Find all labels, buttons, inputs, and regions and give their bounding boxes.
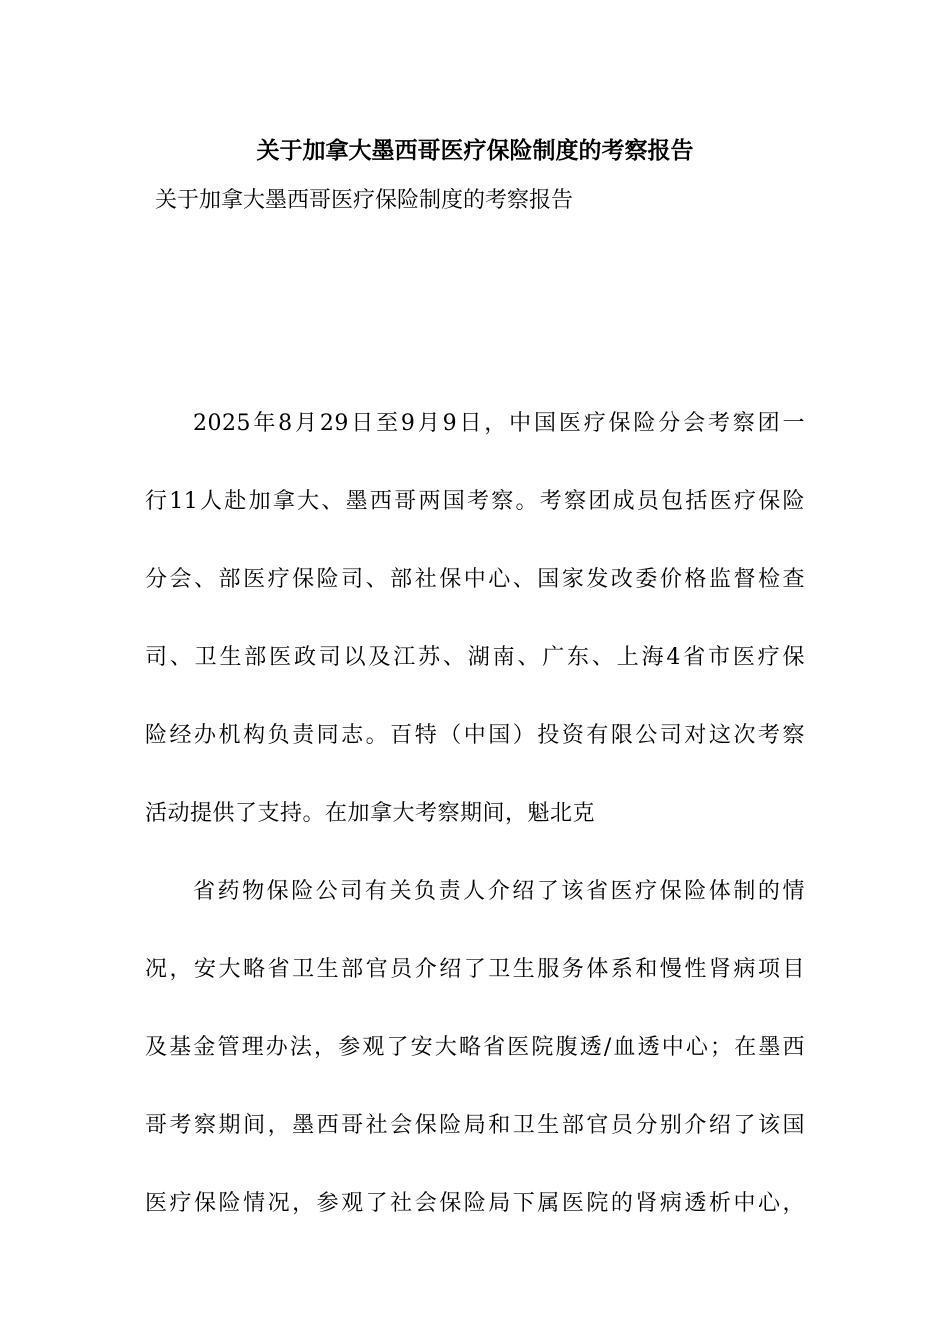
document-title: 关于加拿大墨西哥医疗保险制度的考察报告: [256, 138, 694, 164]
paragraph-1-line-2: 行11人赴加拿大、墨西哥两国考察。考察团成员包括医疗保险: [145, 489, 805, 514]
paragraph-1-line-4: 司、卫生部医政司以及江苏、湖南、广东、上海4省市医疗保: [145, 645, 805, 670]
paragraph-2-line-4: 哥考察期间，墨西哥社会保险局和卫生部官员分别介绍了该国: [145, 1113, 805, 1138]
paragraph-1-line-6: 活动提供了支持。在加拿大考察期间，魁北克: [145, 801, 596, 826]
paragraph-1-line-5: 险经办机构负责同志。百特（中国）投资有限公司对这次考察: [145, 723, 805, 748]
paragraph-2-line-1: 省药物保险公司有关负责人介绍了该省医疗保险体制的情: [193, 879, 805, 904]
paragraph-2-line-3: 及基金管理办法，参观了安大略省医院腹透/血透中心；在墨西: [145, 1035, 805, 1060]
paragraph-2-line-5: 医疗保险情况，参观了社会保险局下属医院的肾病透析中心，: [145, 1191, 805, 1216]
document-subtitle: 关于加拿大墨西哥医疗保险制度的考察报告: [155, 188, 574, 213]
paragraph-1-line-3: 分会、部医疗保险司、部社保中心、国家发改委价格监督检查: [145, 567, 805, 592]
paragraph-1-line-1: 2025年8月29日至9月9日，中国医疗保险分会考察团一: [193, 411, 805, 436]
document-body: [145, 404, 805, 1262]
paragraph-2-line-2: 况，安大略省卫生部官员介绍了卫生服务体系和慢性肾病项目: [145, 957, 805, 982]
